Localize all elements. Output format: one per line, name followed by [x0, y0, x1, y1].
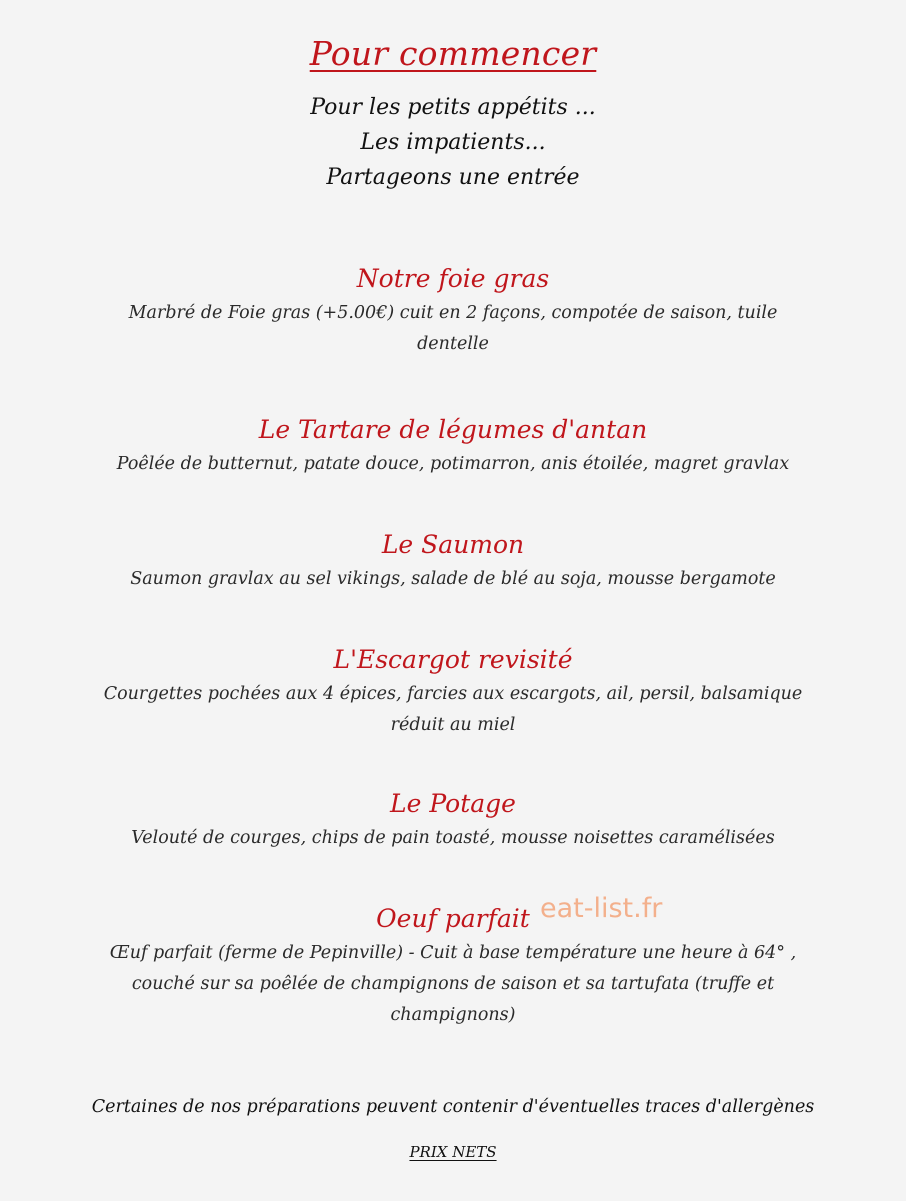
watermark: eat-list.fr — [540, 893, 663, 924]
menu-item-name: Le Saumon — [381, 530, 525, 559]
allergen-note: Certaines de nos préparations peuvent contenir d'éventuelles traces d'allergènes — [91, 1097, 815, 1117]
price-note: PRIX NETS — [409, 1143, 497, 1161]
menu-item-description: Courgettes pochées aux 4 épices, farcies aux escargots, ail, persil, balsamique réduit au miel — [103, 684, 803, 735]
menu-item-name: Le Tartare de légumes d'antan — [258, 415, 648, 444]
menu-item-description: Marbré de Foie gras (+5.00€) cuit en 2 façons, compotée de saison, tuile dentelle — [128, 303, 778, 354]
menu-section-title: Pour commencer — [309, 34, 597, 73]
menu-item-name: L'Escargot revisité — [333, 645, 573, 674]
intro-line: Pour les petits appétits ... — [310, 95, 596, 120]
menu-item-oeuf-parfait — [95, 902, 811, 1031]
menu-item-foie-gras — [90, 262, 816, 360]
menu-item-name: Notre foie gras — [356, 264, 550, 293]
intro-line: Partageons une entrée — [326, 165, 580, 190]
menu-item-description: Poêlée de butternut, patate douce, potimarron, anis étoilée, magret gravlax — [116, 454, 790, 474]
menu-item-saumon — [90, 528, 816, 595]
menu-item-name: Le Potage — [390, 789, 516, 818]
menu-item-description: Saumon gravlax au sel vikings, salade de blé au soja, mousse bergamote — [130, 569, 776, 589]
menu-intro — [0, 90, 906, 195]
menu-item-name: Oeuf parfait — [376, 904, 530, 933]
menu-item-description: Œuf parfait (ferme de Pepinville) - Cuit à base température une heure à 64° , couché sur sa poêlée de champignons de saison et sa tartufata (truffe et champignons) — [109, 943, 797, 1025]
menu-item-description: Velouté de courges, chips de pain toasté, mousse noisettes caramélisées — [131, 828, 775, 848]
menu-item-tartare — [90, 413, 816, 480]
menu-item-potage — [90, 787, 816, 854]
intro-line: Les impatients... — [360, 130, 546, 155]
menu-item-escargot — [95, 643, 811, 741]
